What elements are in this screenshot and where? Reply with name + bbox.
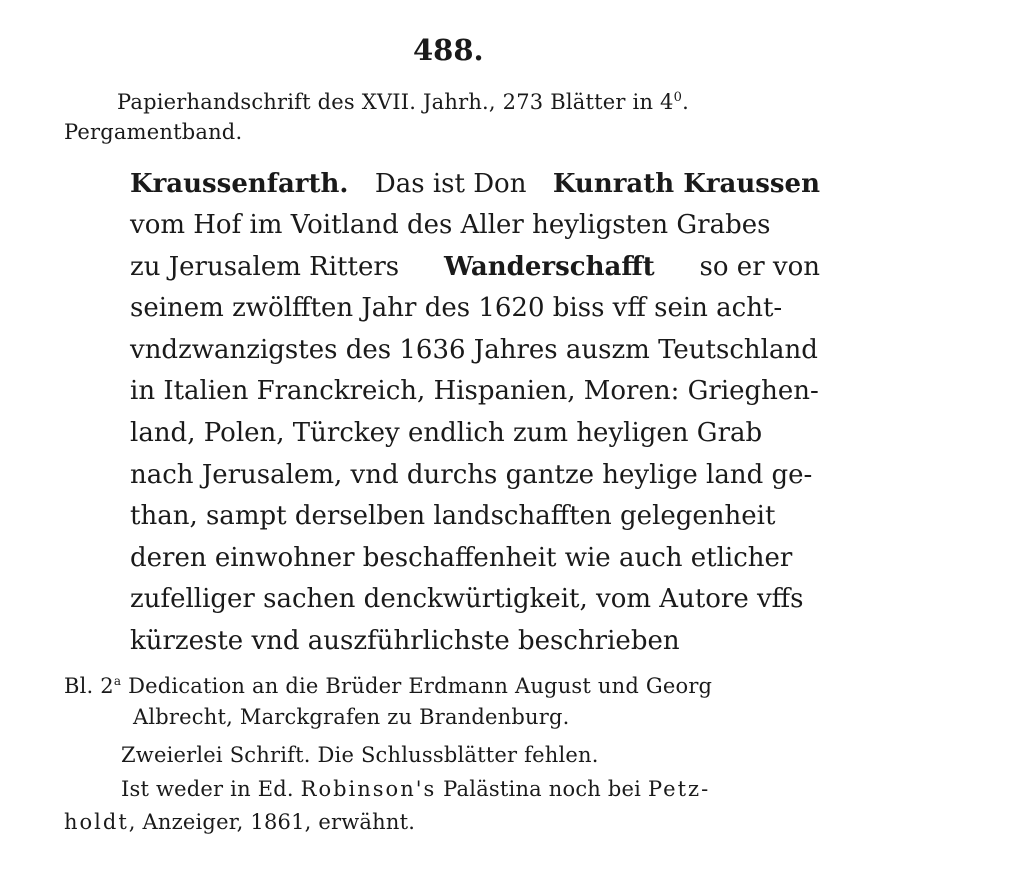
title-line-1 (130, 171, 820, 197)
header-description: Papierhandschrift des XVII. Jahrh., 273 Blätter in $4^0$. (117, 90, 689, 114)
robinson-name: Robinson's (300, 777, 437, 801)
format-superscript: 0 (673, 90, 683, 105)
title-line-4: seinem zwölfften Jahr des 1620 biss vff sein acht- (130, 293, 783, 323)
folio-superscript: a (113, 674, 122, 688)
header-line-1 (117, 91, 830, 113)
title-line-9: than, sampt derselben landschafften gelegenheit (130, 501, 776, 531)
petzholdt-name-part: Petz- (647, 777, 711, 801)
author-name: Kunrath Kraussen (552, 169, 820, 199)
title-keyword: Wanderschafft (443, 252, 655, 282)
title-line-3-start: zu Jerusalem Ritters (130, 252, 400, 282)
reference-middle: Palästina noch bei (443, 777, 642, 801)
title-line-2-text: vom Hof im Voitland des Aller heyligsten Grabes (130, 210, 771, 240)
title-line-12: kürzeste vnd auszführlichste beschrieben (130, 626, 680, 656)
header-line-2: Pergamentband. (64, 120, 243, 144)
reference-start: Ist weder in Ed. (121, 777, 294, 801)
title-line-10: deren einwohner beschaffenheit wie auch etlicher (130, 543, 793, 573)
folio-ref: Bl. 2 (64, 674, 114, 698)
petzholdt-name-end: holdt (64, 810, 129, 834)
title-line-5: vndzwanzigstes des 1636 Jahres auszm Teutschland (130, 335, 818, 365)
reference-end: , Anzeiger, 1861, erwähnt. (128, 810, 416, 834)
title-rest: Das ist Don (374, 169, 527, 199)
title-line-6: in Italien Franckreich, Hispanien, Moren: Grieghen- (130, 376, 819, 406)
title-line-2 (130, 212, 820, 238)
folio-note-line-2: Albrecht, Marckgrafen zu Brandenburg. (133, 705, 570, 729)
title-line-11: zufelliger sachen denckwürtigkeit, vom Autore vffs (130, 584, 804, 614)
title-word: Kraussenfarth. (130, 169, 349, 199)
title-line-3 (130, 254, 820, 280)
reference-line-2 (64, 812, 415, 833)
dedication-text: Dedication an die Brüder Erdmann August und Georg (128, 674, 713, 698)
folio-note-line-1 (64, 675, 712, 697)
title-line-3-end: so er von (699, 252, 820, 282)
title-line-8: nach Jerusalem, vnd durchs gantze heylige land ge- (130, 460, 813, 490)
page-number: 488. (413, 33, 484, 67)
reference-line-1 (121, 779, 710, 800)
script-note: Zweierlei Schrift. Die Schlussblätter fehlen. (121, 743, 599, 767)
title-line-7: land, Polen, Türckey endlich zum heyligen Grab (130, 418, 763, 448)
